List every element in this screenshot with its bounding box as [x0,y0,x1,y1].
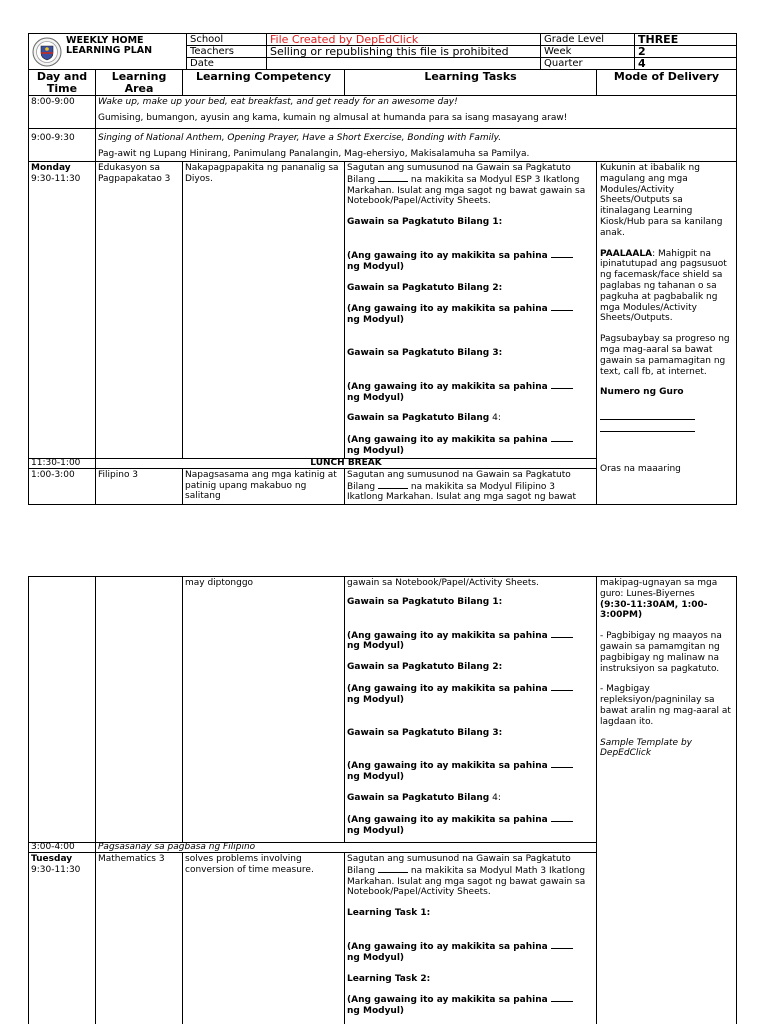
teachers-label: Teachers [187,46,267,58]
filipino-time: 1:00-3:00 [29,468,96,504]
quarter-value: 4 [635,58,737,70]
filipino-competency-p1: Napagsasama ang mga katinig at patinig upang makabuo ng salitang [183,468,345,504]
filipino-page-3: (Ang gawaing ito ay makikita sa pahina ng Modyul) [347,760,594,783]
monday-gawain-1: Gawain sa Pagkatuto Bilang 1: [347,217,503,228]
row2-activity [96,129,737,162]
filipino-intro-p2: gawain sa Notebook/Papel/Activity Sheets. [347,578,539,588]
week-value: 2 [635,46,737,58]
monday-gawain-4: Gawain sa Pagkatuto Bilang 4: [347,413,501,424]
tuesday-task-1: Learning Task 1: [347,908,431,919]
tuesday-tasks [345,853,597,1024]
p2-mode-hours: (9:30-11:30AM, 1:00-3:00PM) [600,599,708,621]
plan-table-p2 [28,576,737,1024]
row2-line1: Singing of National Anthem, Opening Prayer, Have a Short Exercise, Bonding with Family. [98,133,502,144]
p2-sample-template: Sample Template by DepEdClick [600,737,692,759]
monday-tasks [345,162,597,459]
row1-line1: Wake up, make up your bed, eat breakfast, and get ready for an awesome day! [98,97,458,108]
row2-line2: Pag-awit ng Lupang Hinirang, Panimulang Panalangin, Mag-ehersiyo, Makisalamuha sa Pamilya. [98,148,530,159]
monday-page-2: (Ang gawaing ito ay makikita sa pahina ng Modyul) [347,303,594,326]
row1-activity [96,96,737,129]
filipino-gawain-4: Gawain sa Pagkatuto Bilang 4: [347,792,501,803]
col-learning-area: Learning Area [96,70,183,96]
school-label: School [187,34,267,46]
deped-seal-icon [32,37,62,67]
teachers-value: Selling or republishing this file is prohibited [267,46,541,58]
mode-text-1: Kukunin at ibabalik ng magulang ang mga Modules/Activity Sheets/Outputs sa itinalagang Learning Kiosk/Hub para sa kanilang anak. [600,163,723,238]
grade-label: Grade Level [541,34,635,46]
filipino-gawain-3: Gawain sa Pagkatuto Bilang 3: [347,727,503,738]
p2-mode-text-2: - Pagbibigay ng maayos na gawain sa pamamgitan ng pagbibigay ng malinaw na instruksiyon sa pagkatuto. [600,631,722,674]
monday-mode-of-delivery [597,162,737,505]
filipino-page-2: (Ang gawaing ito ay makikita sa pahina ng Modyul) [347,683,594,706]
filipino-area: Filipino 3 [96,468,183,504]
monday-day: Monday [31,163,71,174]
monday-intro: Sagutan ang sumusunod na Gawain sa Pagkatuto Bilang na makikita sa Modyul ESP 3 Ikatlong Markahan. Isulat ang mga sagot ng bawat gawain sa Notebook/Papel/Activity Sheets. [347,163,586,207]
p2-mode-of-delivery [597,577,737,1024]
filipino-gawain-1: Gawain sa Pagkatuto Bilang 1: [347,596,503,607]
col-mode-of-delivery: Mode of Delivery [597,70,737,96]
mode-teacher-number: Numero ng Guro [600,387,684,398]
tuesday-task-2: Learning Task 2: [347,973,431,984]
monday-competency: Nakapagpapakita ng pananalig sa Diyos. [183,162,345,459]
teacher-number-blank-2 [600,420,695,432]
filipino-gawain-2: Gawain sa Pagkatuto Bilang 2: [347,662,503,673]
filipino-tasks-p2 [345,577,597,843]
monday-page-3: (Ang gawaing ito ay makikita sa pahina ng Modyul) [347,381,594,404]
row1-line2: Gumising, bumangon, ayusin ang kama, kumain ng almusal at humanda para sa isang masayang araw! [98,112,568,123]
tuesday-page-1: (Ang gawaing ito ay makikita sa pahina ng Modyul) [347,941,594,964]
reading-time: 3:00-4:00 [29,843,96,853]
lunch-time: 11:30-1:00 [29,458,96,468]
plan-title-line1: WEEKLY HOME [66,35,144,46]
tuesday-cell [29,853,96,1024]
header-table [28,33,737,70]
mode-text-2: PAALAALA: Mahigpit na ipinatutupad ang pagsusuot ng facemask/face shield sa paglabas ng tahanan o sa pagkuha at pagbabalik ng mga Modules/Activity Sheets/Outputs. [600,248,727,324]
quarter-label: Quarter [541,58,635,70]
filipino-competency-p2: may diptonggo [183,577,345,843]
tuesday-page-2: (Ang gawaing ito ay makikita sa pahina ng Modyul) [347,994,594,1017]
filipino-area-cont [96,577,183,843]
mode-oras: Oras na maaaring [600,464,681,475]
page-2 [28,576,736,1024]
filipino-time-cont [29,577,96,843]
col-learning-competency: Learning Competency [183,70,345,96]
p2-mode-text-1: makipag-ugnayan sa mga guro: Lunes-Biyernes [600,578,718,599]
filipino-page-1: (Ang gawaing ito ay makikita sa pahina ng Modyul) [347,630,594,653]
mode-text-3: Pagsubaybay sa progreso ng mga mag-aaral sa bawat gawain sa pamamagitan ng text, call fb, at internet. [600,334,730,377]
tuesday-day: Tuesday [31,854,73,864]
teacher-number-blank-1 [600,408,695,420]
date-label: Date [187,58,267,70]
lunch-label: LUNCH BREAK [96,458,597,468]
monday-gawain-2: Gawain sa Pagkatuto Bilang 2: [347,282,503,293]
monday-gawain-3: Gawain sa Pagkatuto Bilang 3: [347,348,503,359]
reading-label: Pagsasanay sa pagbasa ng Filipino [96,843,597,853]
col-day-time: Day and Time [29,70,96,96]
p2-mode-text-3: - Magbigay repleksiyon/pagninilay sa bawat aralin ng mag-aaral at lagdaan ito. [600,684,731,727]
monday-area: Edukasyon sa Pagpapakatao 3 [96,162,183,459]
monday-page-4: (Ang gawaing ito ay makikita sa pahina ng Modyul) [347,434,594,457]
grade-value: THREE [635,34,737,46]
filipino-intro-p1: Sagutan ang sumusunod na Gawain sa Pagkatuto Bilang na makikita sa Modyul Filipino 3 Ikatlong Markahan. Isulat ang mga sagot ng bawat [345,468,597,504]
row1-time: 8:00-9:00 [29,96,96,129]
row2-time: 9:00-9:30 [29,129,96,162]
page-1 [28,33,736,505]
date-value [267,58,541,70]
tuesday-competency: solves problems involving conversion of time measure. [183,853,345,1024]
plan-title-line2: LEARNING PLAN [66,45,153,56]
monday-cell [29,162,96,459]
tuesday-time: 9:30-11:30 [31,864,81,875]
plan-title-cell [29,34,187,70]
col-learning-tasks: Learning Tasks [345,70,597,96]
tuesday-area: Mathematics 3 [96,853,183,1024]
plan-table-p1 [28,69,737,505]
monday-time: 9:30-11:30 [31,173,81,184]
school-value: File Created by DepEdClick [267,34,541,46]
monday-page-1: (Ang gawaing ito ay makikita sa pahina ng Modyul) [347,250,594,273]
tuesday-intro: Sagutan ang sumusunod na Gawain sa Pagkatuto Bilang na makikita sa Modyul Math 3 Ikatlong Markahan. Isulat ang mga sagot ng bawat gawain sa Notebook/Papel/Activity Sheets. [347,854,586,898]
week-label: Week [541,46,635,58]
filipino-page-4: (Ang gawaing ito ay makikita sa pahina ng Modyul) [347,814,594,837]
